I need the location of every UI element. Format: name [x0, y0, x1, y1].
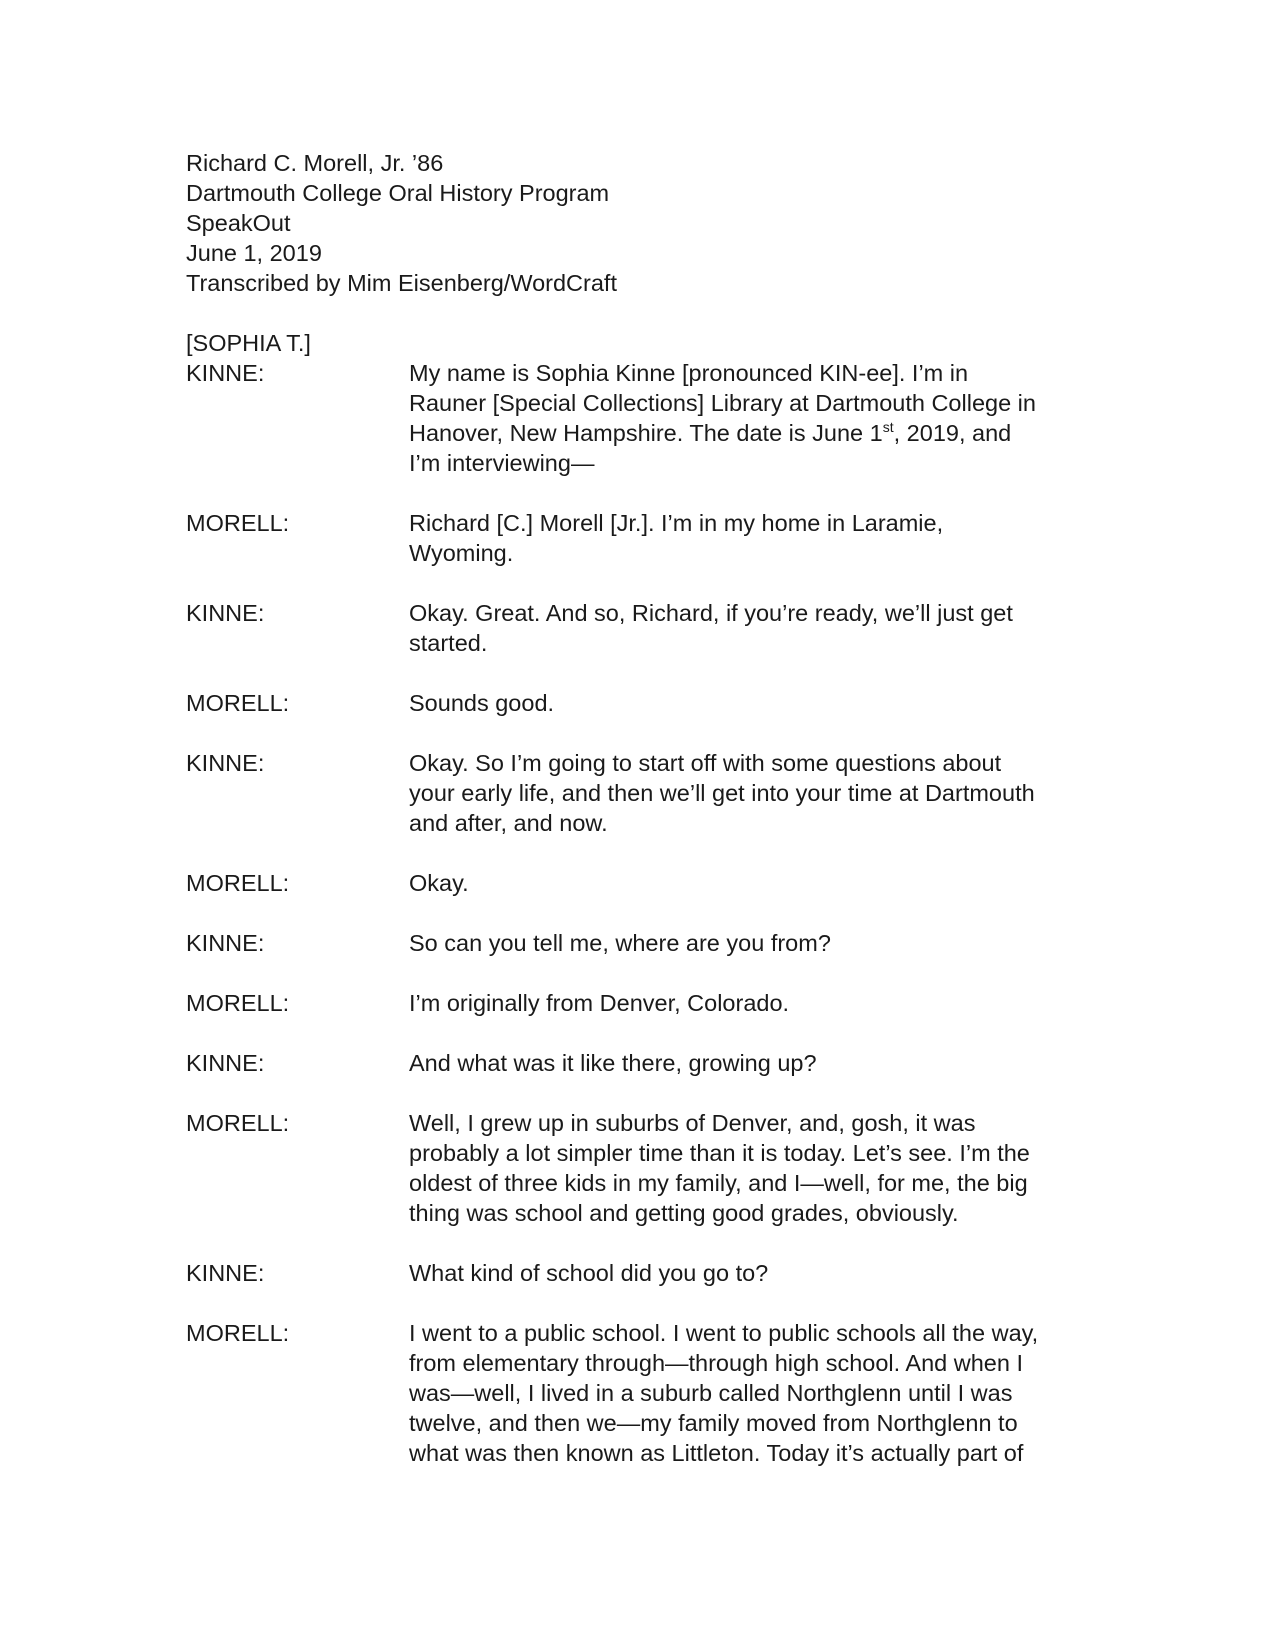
- text-line: Okay.: [409, 870, 469, 896]
- speaker-label: KINNE:: [186, 930, 265, 956]
- text-line: Rauner [Special Collections] Library at Dartmouth College in: [409, 390, 1036, 416]
- text-line: I went to a public school. I went to public schools all the way,: [409, 1320, 1039, 1346]
- dialogue-turn: [186, 988, 1086, 1018]
- text-line: your early life, and then we’ll get into your time at Dartmouth: [409, 780, 1035, 806]
- dialogue-turn: [186, 748, 1086, 838]
- text-line: started.: [409, 630, 488, 656]
- speaker-label: KINNE:: [186, 600, 265, 626]
- text-line: I’m originally from Denver, Colorado.: [409, 990, 790, 1016]
- turn-text: [409, 1258, 1086, 1288]
- text-line: I’m interviewing—: [409, 450, 595, 476]
- dialogue-turn: [186, 928, 1086, 958]
- text-line: was—well, I lived in a suburb called Northglenn until I was: [409, 1380, 1013, 1406]
- turn-text: [409, 748, 1086, 838]
- speaker-label: KINNE:: [186, 360, 265, 386]
- speaker-label: MORELL:: [186, 1110, 290, 1136]
- text-line: oldest of three kids in my family, and I—well, for me, the big: [409, 1170, 1028, 1196]
- text-line: Sounds good.: [409, 690, 555, 716]
- dialogue-turn: [186, 868, 1086, 898]
- ordinal-superscript: st: [882, 419, 894, 435]
- dialogue-turn: [186, 1108, 1086, 1228]
- dialogue-turn: [186, 598, 1086, 658]
- turn-text: [409, 508, 1086, 568]
- turn-text: [409, 1318, 1086, 1468]
- interviewer-full-name: [SOPHIA T.]: [186, 330, 311, 356]
- text-line: what was then known as Littleton. Today it’s actually part of: [409, 1440, 1024, 1466]
- dialogue-turn: [186, 358, 1086, 478]
- text-line-part: , 2019, and: [893, 420, 1012, 446]
- text-line: Okay. Great. And so, Richard, if you’re ready, we’ll just get: [409, 600, 1013, 626]
- text-line: thing was school and getting good grades, obviously.: [409, 1200, 959, 1226]
- header-line-transcriber: Transcribed by Mim Eisenberg/WordCraft: [186, 270, 617, 296]
- turn-text: [409, 928, 1086, 958]
- text-line: Well, I grew up in suburbs of Denver, and, gosh, it was: [409, 1110, 976, 1136]
- text-line-part: Hanover, New Hampshire. The date is June 1: [409, 420, 883, 446]
- turn-text: [409, 868, 1086, 898]
- header-line-narrator: Richard C. Morell, Jr. ’86: [186, 150, 444, 176]
- text-line: Okay. So I’m going to start off with some questions about: [409, 750, 1002, 776]
- header-line-project: SpeakOut: [186, 210, 291, 236]
- header-line-date: June 1, 2019: [186, 240, 322, 266]
- text-line: and after, and now.: [409, 810, 608, 836]
- speaker-label: MORELL:: [186, 690, 290, 716]
- turn-text: [409, 358, 1086, 478]
- dialogue-turn: [186, 508, 1086, 568]
- turn-text: [409, 988, 1086, 1018]
- turn-text: [409, 1048, 1086, 1078]
- transcript-dialogue: [186, 328, 1086, 1468]
- dialogue-turn: [186, 1318, 1086, 1468]
- dialogue-turn: [186, 1258, 1086, 1288]
- dialogue-turn: [186, 688, 1086, 718]
- text-line: My name is Sophia Kinne [pronounced KIN-ee]. I’m in: [409, 360, 969, 386]
- turn-text: [409, 598, 1086, 658]
- text-line: from elementary through—through high school. And when I: [409, 1350, 1023, 1376]
- transcript-header: [186, 148, 617, 298]
- header-line-program: Dartmouth College Oral History Program: [186, 180, 610, 206]
- speaker-label: MORELL:: [186, 1320, 290, 1346]
- text-line: So can you tell me, where are you from?: [409, 930, 831, 956]
- speaker-label: MORELL:: [186, 870, 290, 896]
- text-line: probably a lot simpler time than it is today. Let’s see. I’m the: [409, 1140, 1030, 1166]
- speaker-label: KINNE:: [186, 750, 265, 776]
- speaker-label: MORELL:: [186, 510, 290, 536]
- text-line: And what was it like there, growing up?: [409, 1050, 817, 1076]
- text-line: [409, 418, 1086, 448]
- speaker-label: KINNE:: [186, 1260, 265, 1286]
- speaker-label: MORELL:: [186, 990, 290, 1016]
- text-line: Richard [C.] Morell [Jr.]. I’m in my home in Laramie,: [409, 510, 944, 536]
- turn-text: [409, 1108, 1086, 1228]
- dialogue-turn: [186, 1048, 1086, 1078]
- text-line: Wyoming.: [409, 540, 514, 566]
- text-line: What kind of school did you go to?: [409, 1260, 769, 1286]
- turn-text: [409, 688, 1086, 718]
- speaker-label: KINNE:: [186, 1050, 265, 1076]
- text-line: twelve, and then we—my family moved from Northglenn to: [409, 1410, 1018, 1436]
